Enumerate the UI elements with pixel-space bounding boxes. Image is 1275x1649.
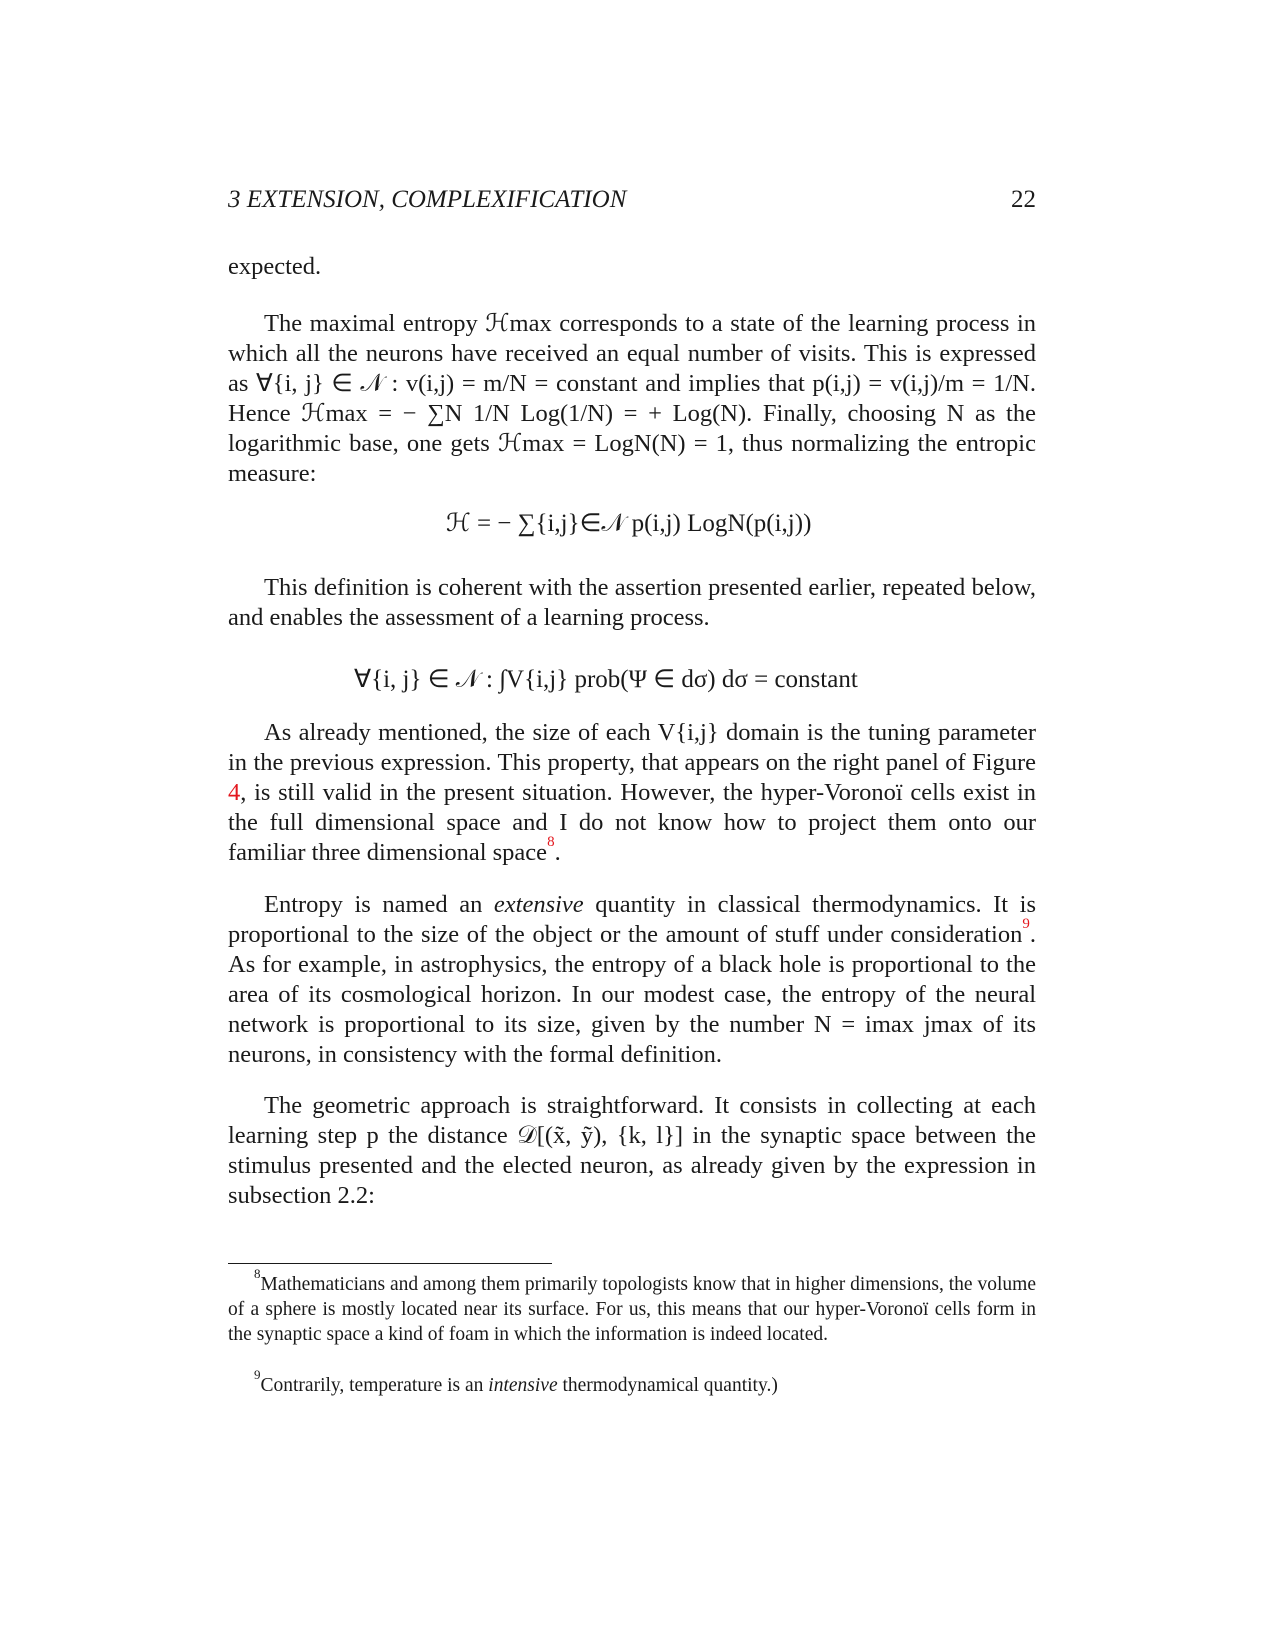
section-title: 3 EXTENSION, COMPLEXIFICATION <box>228 186 627 213</box>
equation-entropy: ℋ = − ∑{i,j}∈𝒩 p(i,j) LogN(p(i,j)) <box>446 510 812 537</box>
footnote-text: Mathematicians and among them primarily topologists know that in higher dimensions, the volume of a sphere is mostly located near its surface. For us, this means that our hyper-Voronoï cells form in the synaptic space a kind of foam in which the information is indeed located. <box>228 1274 1036 1345</box>
text-run: quantity in classical thermodynamics. It is proportional to the size of the object or the amount of stuff under consideration <box>228 891 1036 948</box>
paragraph-definition: This definition is coherent with the assertion presented earlier, repeated below, and enables the assessment of a learning process. <box>228 574 1036 631</box>
footnote-rule <box>228 1263 552 1264</box>
text-run: As already mentioned, the size of each V{i,j} domain is the tuning parameter in the previous expression. This property, that appears on the right panel of Figure <box>228 719 1036 776</box>
paragraph-maximal-entropy: The maximal entropy ℋmax corresponds to a state of the learning process in which all the neurons have received an equal number of visits. This is expressed as ∀{i, j} ∈ 𝒩 : v(i,j) = m/N = constant and implies that p(i,j) = v(i,j)/m = 1/N. Hence ℋmax = − ∑N 1/N Log(1/N) = + Log(N). Finally, choosing N as the logarithmic base, one gets ℋmax = LogN(N) = 1, thus normalizing the entropic measure: <box>228 310 1036 487</box>
text-run: , is still valid in the present situation. However, the hyper-Voronoï cells exist in the full dimensional space and I do not know how to project them onto our familiar three dimensional space <box>228 779 1036 866</box>
text-run: Entropy is named an <box>264 891 494 918</box>
footnote-ref-9[interactable]: 9 <box>1022 916 1030 932</box>
paragraph-extensive <box>228 890 1036 1070</box>
text-run: . <box>554 839 561 866</box>
footnote-ref-8[interactable]: 8 <box>547 834 555 850</box>
footnote-text: thermodynamical quantity.) <box>557 1375 778 1396</box>
footnote-8 <box>228 1266 1036 1347</box>
equation-integral: ∀{i, j} ∈ 𝒩 : ∫V{i,j} prob(Ψ ∈ dσ) dσ = constant <box>354 666 858 693</box>
paragraph-tuning <box>228 718 1036 868</box>
paragraph-geometric: The geometric approach is straightforward. It consists in collecting at each learning step p the distance 𝒟[(x̃, ỹ), {k, l}] in the synaptic space between the stimulus presented and the elected neuron, as already given by the expression in subsection 2.2: <box>228 1092 1036 1209</box>
footnote-text: Contrarily, temperature is an <box>260 1375 489 1396</box>
footnote-9 <box>228 1367 1036 1398</box>
paragraph-expected: expected. <box>228 253 322 280</box>
text-run: . As for example, in astrophysics, the entropy of a black hole is proportional to the area of its cosmological horizon. In our modest case, the entropy of the neural network is proportional to its size, given by the number N = imax jmax of its neurons, in consistency with the formal definition. <box>228 921 1036 1068</box>
emphasis-intensive: intensive <box>488 1375 558 1396</box>
footnote-mark-8: 8 <box>254 1266 261 1281</box>
footnote-mark-9: 9 <box>254 1367 261 1382</box>
emphasis-extensive: extensive <box>493 891 584 918</box>
running-header <box>228 186 1036 220</box>
page-number: 22 <box>1011 186 1036 213</box>
figure-link[interactable]: 4 <box>228 779 241 806</box>
